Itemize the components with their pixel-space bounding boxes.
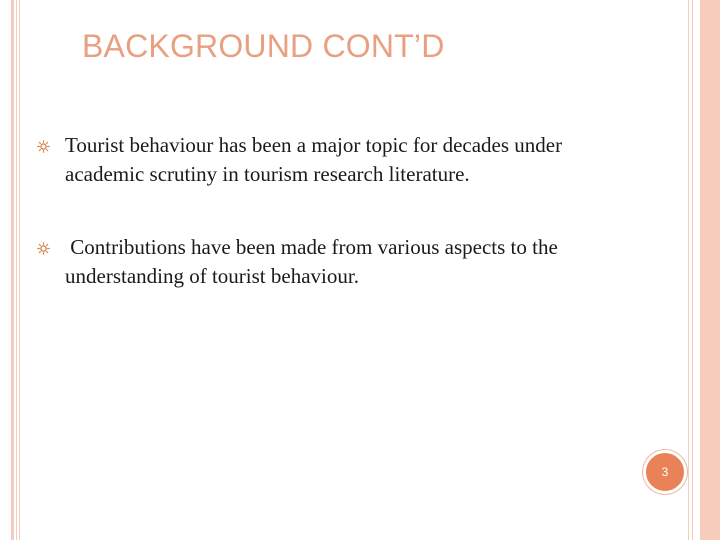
page-number-badge bbox=[643, 450, 687, 494]
left-border-line-thin bbox=[19, 0, 20, 540]
bullet-item bbox=[37, 233, 637, 291]
right-border-line-thin bbox=[692, 0, 693, 540]
right-border-line-thin bbox=[688, 0, 689, 540]
bullet-list bbox=[37, 131, 637, 291]
bullet-text: Contributions have been made from various aspects to the understanding of tourist behaviour. bbox=[65, 235, 564, 288]
right-border-band bbox=[700, 0, 720, 540]
left-border-line-thick bbox=[11, 0, 14, 540]
sun-bullet-icon bbox=[37, 242, 50, 255]
page-number: 3 bbox=[661, 465, 669, 479]
bullet-text: Tourist behaviour has been a major topic for decades under academic scrutiny in tourism research literature. bbox=[65, 133, 563, 186]
left-border-line-thin bbox=[16, 0, 17, 540]
slide-title: BACKGROUND CONT’D bbox=[82, 28, 445, 64]
bullet-item bbox=[37, 131, 637, 189]
sun-bullet-icon bbox=[37, 140, 50, 153]
